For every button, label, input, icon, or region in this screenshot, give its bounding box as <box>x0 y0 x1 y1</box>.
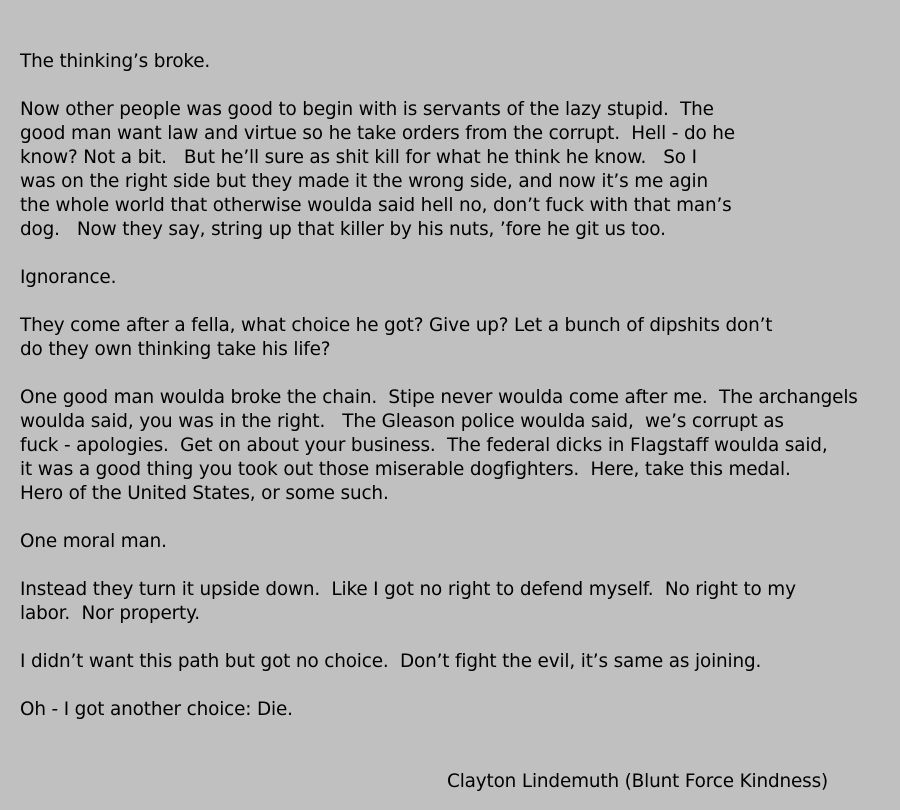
quote-line: do they own thinking take his life? <box>20 339 331 360</box>
quote-line: labor. Nor property. <box>20 603 200 624</box>
quote-line: the whole world that otherwise woulda said hell no, don’t fuck with that man’s <box>20 195 732 216</box>
quote-line: Ignorance. <box>20 267 117 288</box>
quote-line: Instead they turn it upside down. Like I got no right to defend myself. No right to my <box>20 579 796 600</box>
quote-line: it was a good thing you took out those miserable dogfighters. Here, take this medal. <box>20 459 791 480</box>
quote-line: Hero of the United States, or some such. <box>20 483 389 504</box>
quote-paragraph <box>20 314 895 362</box>
quote-line: I didn’t want this path but got no choice. Don’t fight the evil, it’s same as joining. <box>20 651 762 672</box>
quote-paragraph <box>20 50 895 74</box>
quote-line: One good man woulda broke the chain. Stipe never woulda come after me. The archangels <box>20 387 858 408</box>
quote-line: They come after a fella, what choice he got? Give up? Let a bunch of dipshits don’t <box>20 315 773 336</box>
quote-line: good man want law and virtue so he take orders from the corrupt. Hell - do he <box>20 123 735 144</box>
quote-paragraph <box>20 530 895 554</box>
quote-paragraph <box>20 650 895 674</box>
quote-line: was on the right side but they made it the wrong side, and now it’s me agin <box>20 171 708 192</box>
quote-paragraph <box>20 386 895 506</box>
quote-line: dog. Now they say, string up that killer by his nuts, ’fore he git us too. <box>20 219 666 240</box>
quote-paragraph <box>20 266 895 290</box>
quote-line: know? Not a bit. But he’ll sure as shit kill for what he think he know. So I <box>20 147 697 168</box>
quote-line: One moral man. <box>20 531 167 552</box>
quote-line: The thinking’s broke. <box>20 51 211 72</box>
quote-line: Oh - I got another choice: Die. <box>20 699 293 720</box>
quote-attribution: Clayton Lindemuth (Blunt Force Kindness) <box>447 771 829 792</box>
quote-line: fuck - apologies. Get on about your business. The federal dicks in Flagstaff woulda said, <box>20 435 828 456</box>
quote-paragraph <box>20 98 895 242</box>
quote-line: Now other people was good to begin with is servants of the lazy stupid. The <box>20 99 714 120</box>
quote-paragraph <box>20 698 895 722</box>
quote-paragraph <box>20 578 895 626</box>
quote-line: woulda said, you was in the right. The Gleason police woulda said, we’s corrupt as <box>20 411 784 432</box>
quote-body <box>20 50 895 746</box>
